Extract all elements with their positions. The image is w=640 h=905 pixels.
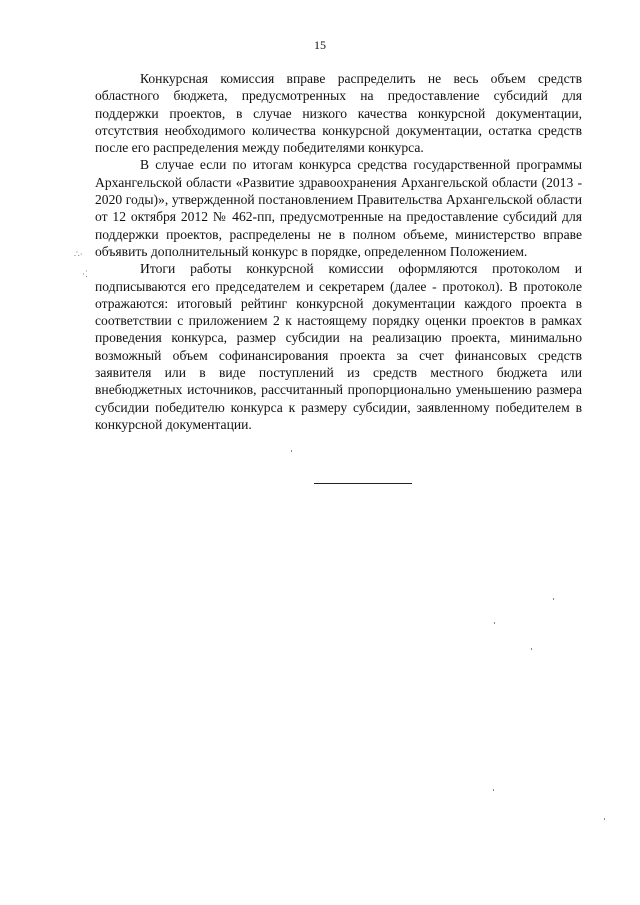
document-body bbox=[95, 70, 582, 433]
scan-artifact: ·⁚ bbox=[82, 269, 88, 279]
scan-artifact: ∴· bbox=[74, 249, 83, 259]
paragraph-commission-rights: Конкурсная комиссия вправе распределить не весь объем средств областного бюджета, предусмотренных на предоставление субсидий для поддержки проектов, в случае низкого качества конкурсной документации, отсутствия необходимого количества конкурсной документации, остатка средств после его распределения между победителями конкурса. bbox=[95, 71, 582, 156]
paragraph-additional-contest: В случае если по итогам конкурса средства государственной программы Архангельской области «Развитие здравоохранения Архангельской области (2013 - 2020 годы)», утвержденной постановлением Правительства Архангельской области от 12 октября 2012 № 462-пп, предусмотренные на предоставление субсидий для поддержки проектов, распределены не в полном объеме, министерство вправе объявить дополнительный конкурс в порядке, определенном Положением. bbox=[95, 157, 582, 259]
closing-separator-line bbox=[314, 483, 412, 484]
scan-speck bbox=[493, 789, 494, 791]
scan-speck bbox=[604, 818, 605, 820]
scan-speck bbox=[553, 598, 554, 600]
scan-speck bbox=[531, 648, 532, 650]
page-number: 15 bbox=[314, 38, 326, 52]
scan-speck bbox=[291, 450, 292, 452]
paragraph-protocol: Итоги работы конкурсной комиссии оформляются протоколом и подписываются его председателем и секретарем (далее - протокол). В протоколе отражаются: итоговый рейтинг конкурсной документации каждого проекта в соответствии с приложением 2 к настоящему порядку оценки проектов в рамках проведения конкурса, размер субсидии на реализацию проекта, минимально возможный объем софинансирования проекта за счет финансовых средств заявителя или в виде поступлений из средств местного бюджета или внебюджетных источников, рассчитанный пропорционально уменьшению размера субсидии победителю конкурса к размеру субсидии, заявленному победителем в конкурсной документации. bbox=[95, 261, 582, 432]
scan-speck bbox=[494, 622, 495, 624]
